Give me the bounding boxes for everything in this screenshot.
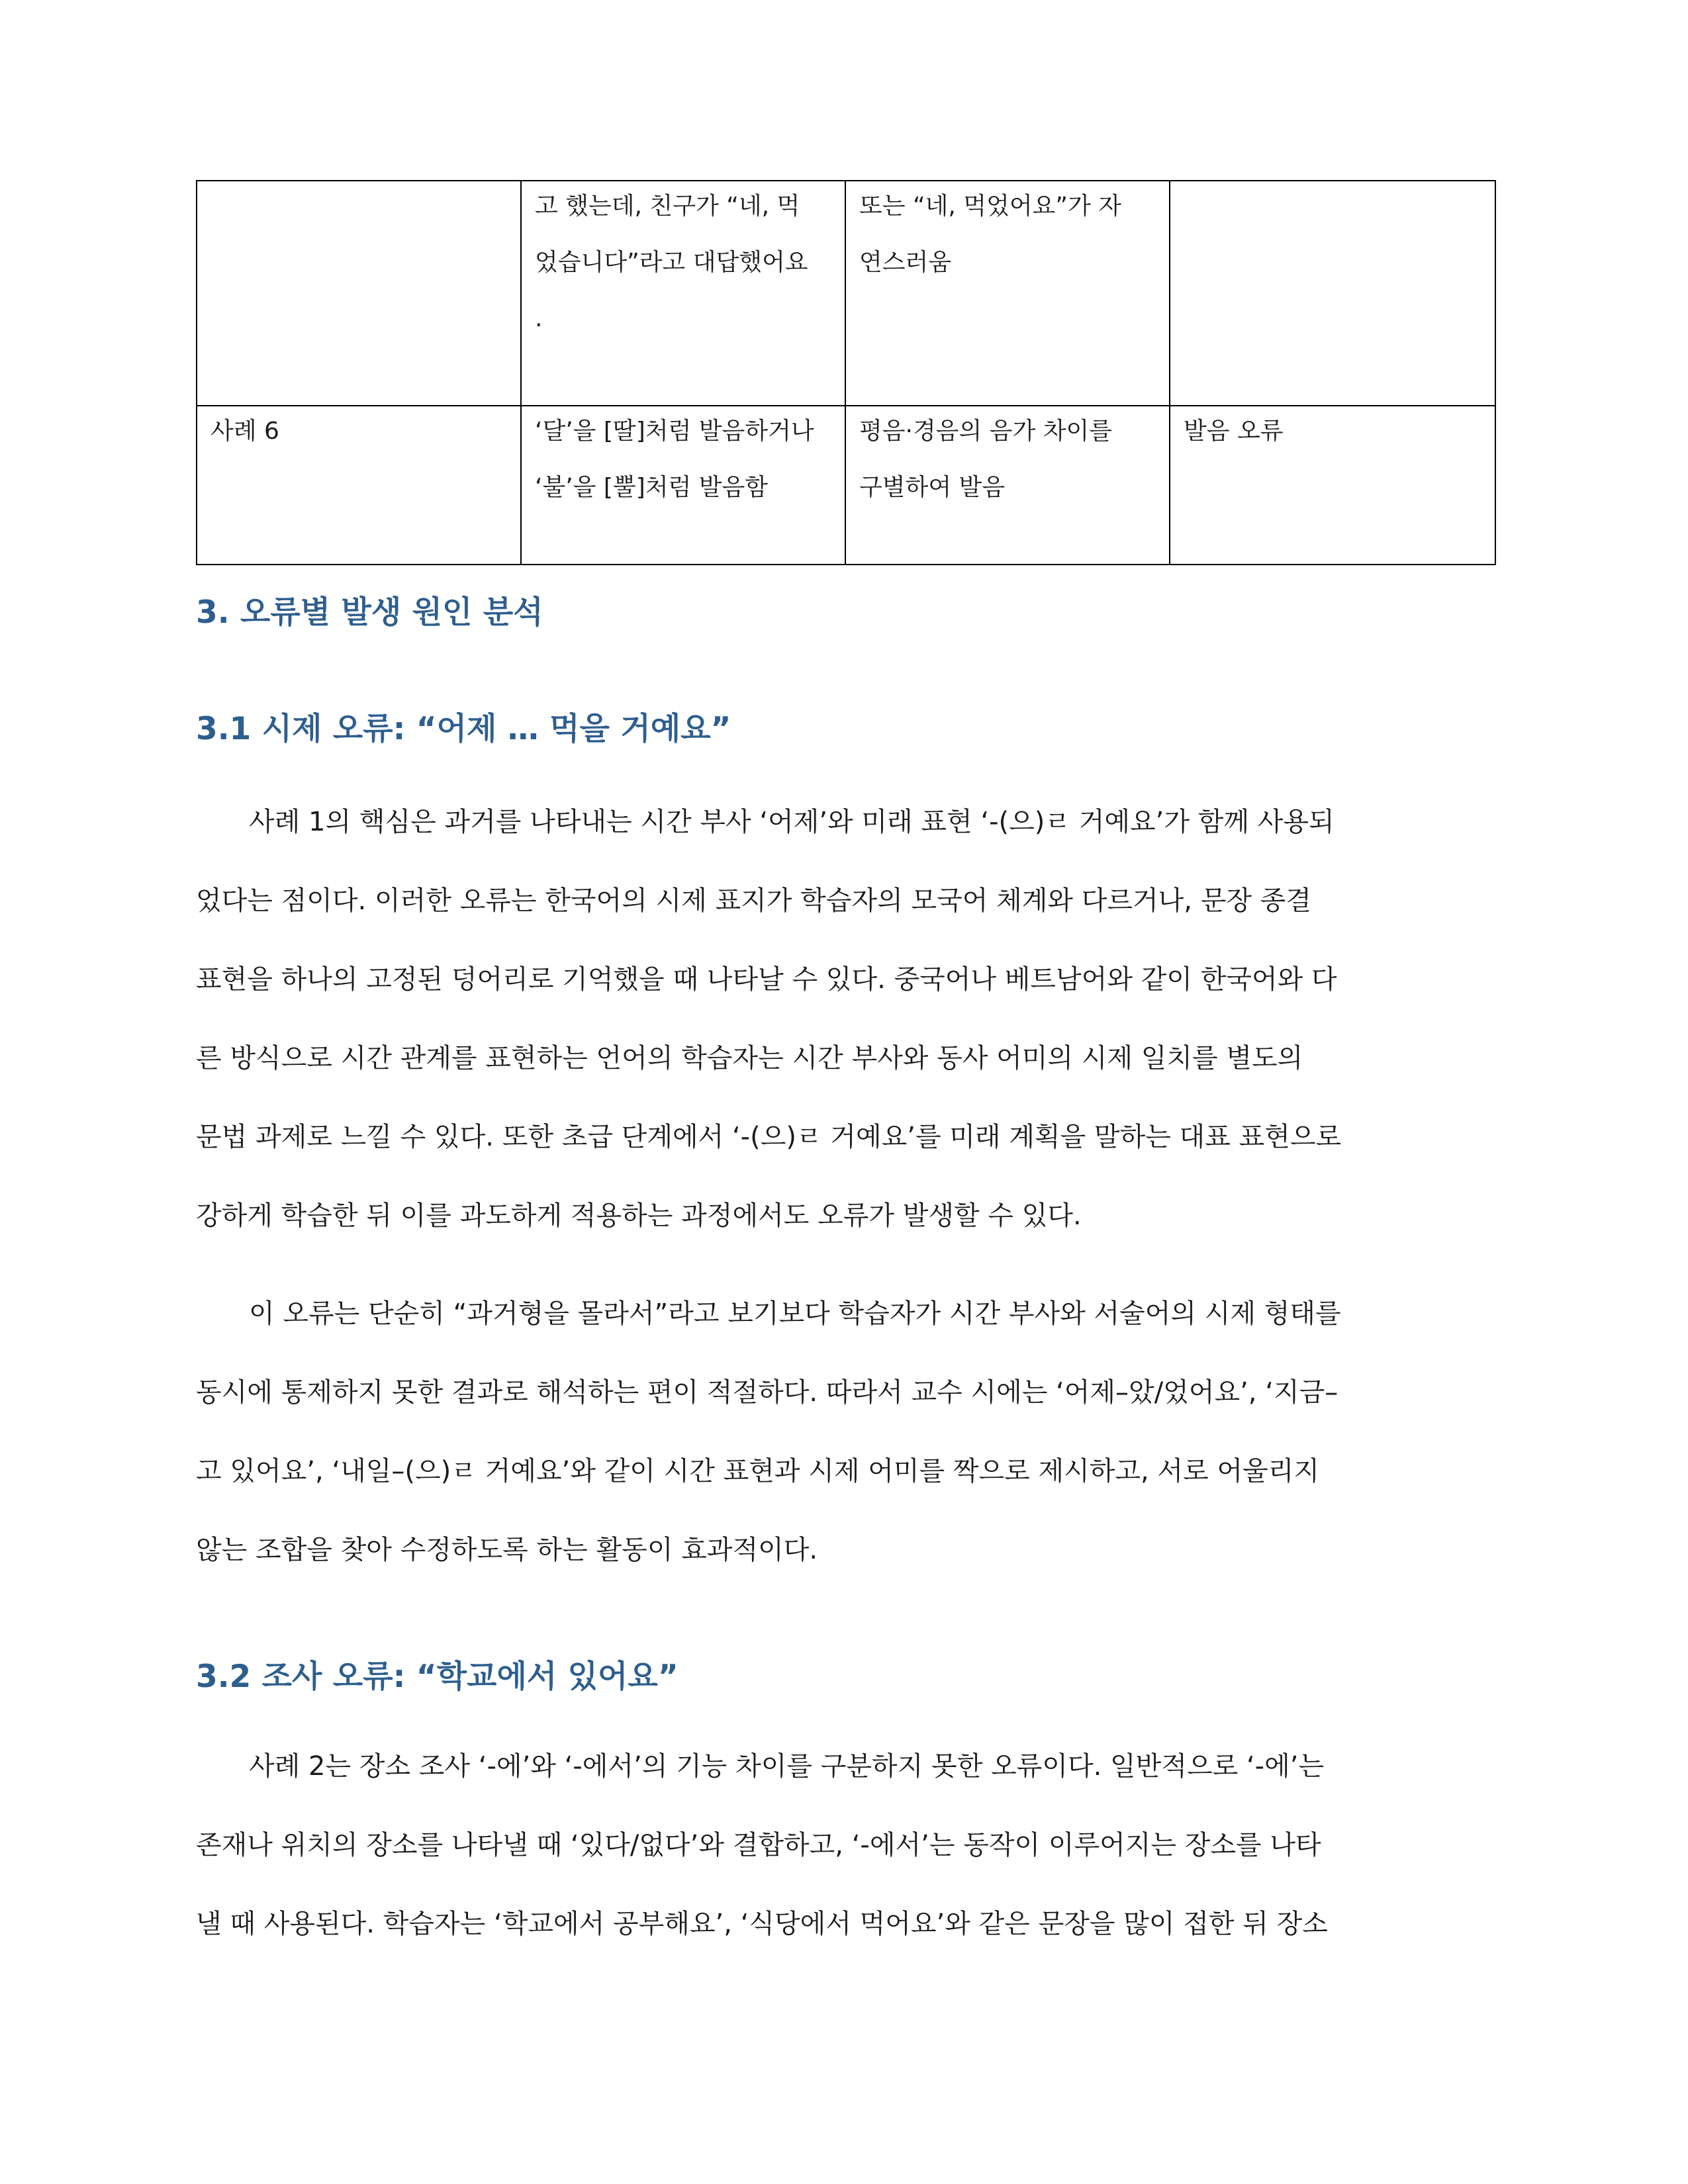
error-case-table <box>196 180 1496 565</box>
cell-text-line: 연스러움 <box>859 249 952 276</box>
cell-text-line: ‘불’을 [뿔]처럼 발음함 <box>535 474 769 501</box>
paragraph-line: 사례 1의 핵심은 과거를 나타내는 시간 부사 ‘어제’와 미래 표현 ‘-(으)ㄹ 거예요’가 함께 사용되 <box>249 807 1335 837</box>
paragraph-line: 사례 2는 장소 조사 ‘-에’와 ‘-에서’의 기능 차이를 구분하지 못한 오류이다. 일반적으로 ‘-에’는 <box>249 1751 1325 1782</box>
table-cell-error-type <box>1170 181 1495 406</box>
cell-text-line: 발음 오류 <box>1184 418 1284 445</box>
cell-text-line: 평음·경음의 음가 차이를 <box>859 418 1113 445</box>
table-cell-example <box>521 181 845 406</box>
paragraph-line: 낼 때 사용된다. 학습자는 ‘학교에서 공부해요’, ‘식당에서 먹어요’와 같은 문장을 많이 접한 뒤 장소 <box>196 1909 1328 1939</box>
subsection-heading-particle: 3.2 조사 오류: “학교에서 있어요” <box>196 1659 679 1695</box>
section-heading: 3. 오류별 발생 원인 분석 <box>196 594 543 631</box>
paragraph-line: 고 있어요’, ‘내일–(으)ㄹ 거예요’와 같이 시간 표현과 시제 어미를 짝으로 제시하고, 서로 어울리지 <box>196 1456 1320 1486</box>
paragraph-line: 존재나 위치의 장소를 나타낼 때 ‘있다/없다’와 결합하고, ‘-에서’는 동작이 이루어지는 장소를 나타 <box>196 1830 1321 1860</box>
table-cell-correction <box>845 181 1170 406</box>
table-cell-error-type <box>1170 406 1495 565</box>
cell-text-line: 또는 “네, 먹었어요”가 자 <box>859 193 1122 220</box>
cell-text-line: 었습니다”라고 대답했어요 <box>535 249 808 276</box>
table-row <box>197 406 1495 565</box>
cell-text-line: 사례 6 <box>211 418 279 445</box>
paragraph-line: 강하게 학습한 뒤 이를 과도하게 적용하는 과정에서도 오류가 발생할 수 있다. <box>196 1201 1082 1231</box>
paragraph-line: 문법 과제로 느낄 수 있다. 또한 초급 단계에서 ‘-(으)ㄹ 거예요’를 미래 계획을 말하는 대표 표현으로 <box>196 1122 1342 1152</box>
cell-text-line: 고 했는데, 친구가 “네, 먹 <box>535 193 800 220</box>
cell-text-line: 구별하여 발음 <box>859 474 1006 501</box>
table-row <box>197 181 1495 406</box>
cell-text-line: ‘달’을 [딸]처럼 발음하거나 <box>535 418 814 445</box>
paragraph-line: 이 오류는 단순히 “과거형을 몰라서”라고 보기보다 학습자가 시간 부사와 서술어의 시제 형태를 <box>249 1298 1341 1329</box>
cell-text-line: . <box>535 305 543 332</box>
table-cell-correction <box>845 406 1170 565</box>
paragraph-line: 표현을 하나의 고정된 덩어리로 기억했을 때 나타날 수 있다. 중국어나 베트남어와 같이 한국어와 다 <box>196 964 1337 995</box>
paragraph-line: 않는 조합을 찾아 수정하도록 하는 활동이 효과적이다. <box>196 1535 818 1565</box>
paragraph-line: 동시에 통제하지 못한 결과로 해석하는 편이 적절하다. 따라서 교수 시에는 ‘어제–았/었어요’, ‘지금– <box>196 1377 1338 1408</box>
subsection-heading-tense: 3.1 시제 오류: “어제 … 먹을 거예요” <box>196 711 731 747</box>
table-cell-case-label <box>197 181 521 406</box>
table-cell-example <box>521 406 845 565</box>
table-cell-case-label <box>197 406 521 565</box>
paragraph-line: 른 방식으로 시간 관계를 표현하는 언어의 학습자는 시간 부사와 동사 어미의 시제 일치를 별도의 <box>196 1043 1303 1073</box>
paragraph-line: 었다는 점이다. 이러한 오류는 한국어의 시제 표지가 학습자의 모국어 체계와 다르거나, 문장 종결 <box>196 886 1311 916</box>
